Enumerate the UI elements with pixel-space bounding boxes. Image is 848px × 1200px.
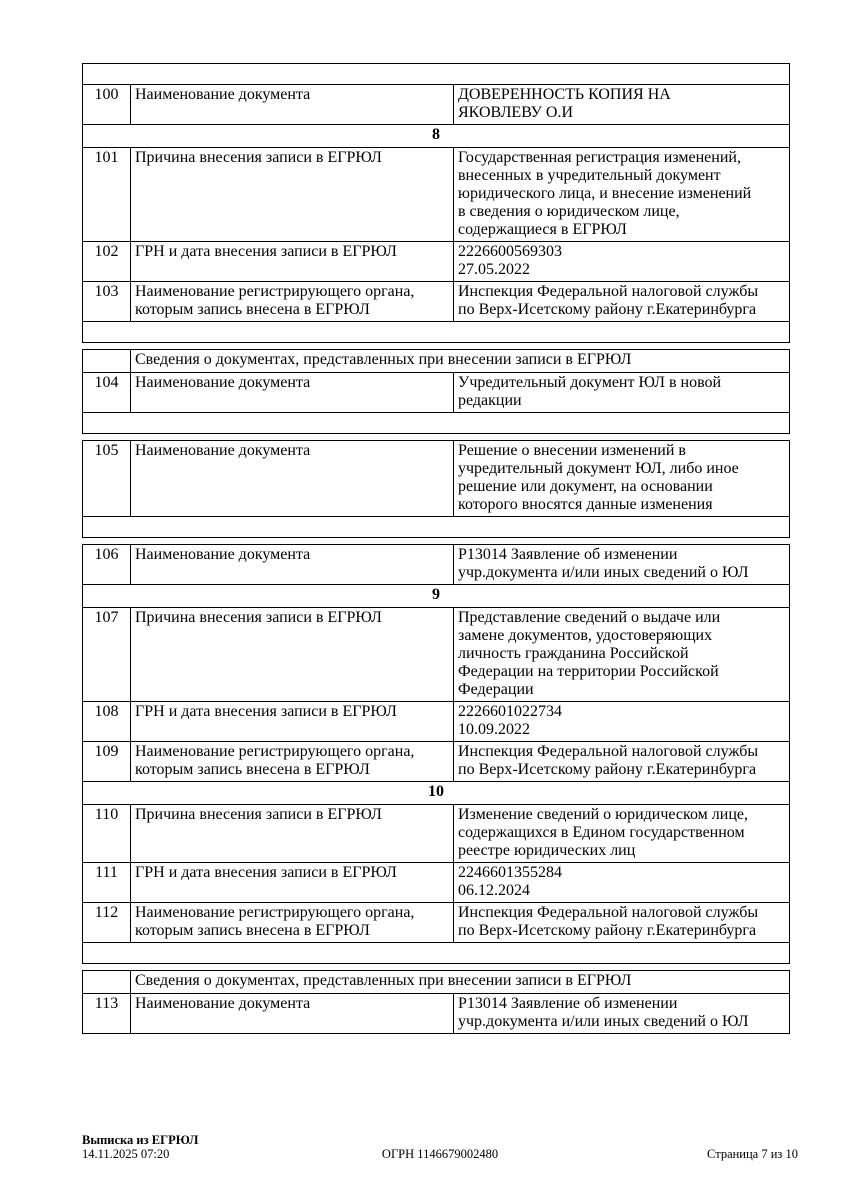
section-row <box>83 125 790 148</box>
record-value <box>454 742 790 782</box>
text-line: ГРН и дата внесения записи в ЕГРЮЛ <box>135 864 397 881</box>
text-line: Представление сведений о выдаче или <box>458 609 721 626</box>
text-line: Решение о внесении изменений в <box>458 442 686 459</box>
record-label <box>131 903 454 943</box>
record-value <box>454 994 790 1034</box>
record-number-empty <box>83 350 131 373</box>
record-label <box>131 242 454 282</box>
spacer-cell <box>83 413 790 434</box>
documents-header: Сведения о документах, представленных при внесении записи в ЕГРЮЛ <box>131 350 790 373</box>
page-footer <box>82 1133 798 1161</box>
text-line: замене документов, удостоверяющих <box>458 627 713 644</box>
text-line: Р13014 Заявление об изменении <box>458 546 678 563</box>
text-line: учр.документа и/или иных сведений о ЮЛ <box>458 564 749 581</box>
text-line: Наименование регистрирующего органа, <box>135 904 415 921</box>
text-line: Наименование документа <box>135 86 311 103</box>
record-number: 113 <box>83 994 131 1034</box>
table-row <box>83 545 790 585</box>
record-label <box>131 863 454 903</box>
record-number: 104 <box>83 373 131 413</box>
record-value <box>454 805 790 863</box>
egrul-table-group <box>82 63 790 343</box>
record-label <box>131 994 454 1034</box>
text-line: внесенных в учредительный документ <box>458 167 721 184</box>
record-number: 112 <box>83 903 131 943</box>
text-line: по Верх-Исетскому району г.Екатеринбурга <box>458 922 757 939</box>
section-number: 10 <box>83 782 790 805</box>
spacer-cell <box>83 943 790 964</box>
record-value <box>454 903 790 943</box>
text-line: Причина внесения записи в ЕГРЮЛ <box>135 609 382 626</box>
text-line: по Верх-Исетскому району г.Екатеринбурга <box>458 301 757 318</box>
footer-ogrn: ОГРН 1146679002480 <box>381 1147 499 1161</box>
text-line: личность гражданина Российской <box>458 645 689 662</box>
text-line: юридического лица, и внесение изменений <box>458 185 752 202</box>
text-line: Р13014 Заявление об изменении <box>458 995 678 1012</box>
table-row <box>83 805 790 863</box>
text-line: ГРН и дата внесения записи в ЕГРЮЛ <box>135 703 397 720</box>
text-line: в сведения о юридическом лице, <box>458 203 680 220</box>
table-row <box>83 282 790 322</box>
text-line: Причина внесения записи в ЕГРЮЛ <box>135 806 382 823</box>
record-label <box>131 282 454 322</box>
text-line: ДОВЕРЕННОСТЬ КОПИЯ НА <box>458 86 671 103</box>
record-value <box>454 608 790 702</box>
text-line: которым запись внесена в ЕГРЮЛ <box>135 301 370 318</box>
text-line: Федерации на территории Российской <box>458 663 719 680</box>
record-label <box>131 148 454 242</box>
text-line: 2226600569303 <box>458 243 562 260</box>
text-line: Наименование документа <box>135 546 311 563</box>
documents-header-row <box>83 350 790 373</box>
table-row <box>83 148 790 242</box>
spacer-row <box>83 64 790 85</box>
record-value <box>454 373 790 413</box>
egrul-table-group <box>82 544 790 964</box>
text-line: 10.09.2022 <box>458 721 530 738</box>
documents-header-row <box>83 971 790 994</box>
documents-header: Сведения о документах, представленных при внесении записи в ЕГРЮЛ <box>131 971 790 994</box>
table-row <box>83 85 790 125</box>
record-label <box>131 545 454 585</box>
text-line: Наименование документа <box>135 995 311 1012</box>
text-line: содержащихся в Едином государственном <box>458 824 745 841</box>
section-number: 8 <box>83 125 790 148</box>
record-value <box>454 242 790 282</box>
egrul-table-group <box>82 970 790 1034</box>
footer-datetime: 14.11.2025 07:20 <box>82 1147 170 1161</box>
record-number: 101 <box>83 148 131 242</box>
text-line: Инспекция Федеральной налоговой службы <box>458 743 759 760</box>
record-label <box>131 805 454 863</box>
record-number: 110 <box>83 805 131 863</box>
text-line: Наименование документа <box>135 442 311 459</box>
record-label <box>131 608 454 702</box>
text-line: ГРН и дата внесения записи в ЕГРЮЛ <box>135 243 397 260</box>
text-line: Наименование документа <box>135 374 311 391</box>
spacer-row <box>83 322 790 343</box>
record-value <box>454 863 790 903</box>
record-number: 100 <box>83 85 131 125</box>
text-line: Государственная регистрация изменений, <box>458 149 741 166</box>
footer-doc-title: Выписка из ЕГРЮЛ <box>82 1133 199 1147</box>
text-line: которым запись внесена в ЕГРЮЛ <box>135 922 370 939</box>
text-line: Инспекция Федеральной налоговой службы <box>458 904 759 921</box>
table-row <box>83 903 790 943</box>
record-label <box>131 702 454 742</box>
text-line: 2226601022734 <box>458 703 562 720</box>
record-value <box>454 545 790 585</box>
record-label <box>131 85 454 125</box>
text-line: содержащиеся в ЕГРЮЛ <box>458 221 627 238</box>
footer-page-number: Страница 7 из 10 <box>707 1147 798 1161</box>
text-line: которого вносятся данные изменения <box>458 496 713 513</box>
text-line: Наименование регистрирующего органа, <box>135 743 415 760</box>
text-line: 2246601355284 <box>458 864 562 881</box>
record-value <box>454 85 790 125</box>
text-line: учр.документа и/или иных сведений о ЮЛ <box>458 1013 749 1030</box>
egrul-records-area <box>82 63 790 1040</box>
text-line: 27.05.2022 <box>458 261 530 278</box>
table-row <box>83 742 790 782</box>
section-row <box>83 782 790 805</box>
text-line: реестре юридических лиц <box>458 842 636 859</box>
text-line: решение или документ, на основании <box>458 478 713 495</box>
egrul-table-group <box>82 440 790 538</box>
spacer-cell <box>83 322 790 343</box>
record-value <box>454 148 790 242</box>
table-row <box>83 863 790 903</box>
record-number: 105 <box>83 441 131 517</box>
record-value <box>454 282 790 322</box>
record-label <box>131 742 454 782</box>
record-value <box>454 702 790 742</box>
spacer-cell <box>83 517 790 538</box>
record-number: 107 <box>83 608 131 702</box>
text-line: редакции <box>458 392 522 409</box>
spacer-row <box>83 413 790 434</box>
spacer-row <box>83 943 790 964</box>
table-row <box>83 608 790 702</box>
table-row <box>83 373 790 413</box>
record-value <box>454 441 790 517</box>
table-row <box>83 994 790 1034</box>
record-number: 106 <box>83 545 131 585</box>
text-line: учредительный документ ЮЛ, либо иное <box>458 460 739 477</box>
spacer-row <box>83 517 790 538</box>
record-number: 103 <box>83 282 131 322</box>
table-row <box>83 242 790 282</box>
record-label <box>131 373 454 413</box>
text-line: Изменение сведений о юридическом лице, <box>458 806 749 823</box>
section-number: 9 <box>83 585 790 608</box>
text-line: Федерации <box>458 681 534 698</box>
table-row <box>83 702 790 742</box>
section-row <box>83 585 790 608</box>
text-line: 06.12.2024 <box>458 882 530 899</box>
text-line: по Верх-Исетскому району г.Екатеринбурга <box>458 761 757 778</box>
spacer-cell <box>83 64 790 85</box>
record-number-empty <box>83 971 131 994</box>
table-row <box>83 441 790 517</box>
text-line: которым запись внесена в ЕГРЮЛ <box>135 761 370 778</box>
record-number: 102 <box>83 242 131 282</box>
record-number: 108 <box>83 702 131 742</box>
record-number: 111 <box>83 863 131 903</box>
record-number: 109 <box>83 742 131 782</box>
text-line: Наименование регистрирующего органа, <box>135 283 415 300</box>
text-line: ЯКОВЛЕВУ О.И <box>458 104 573 121</box>
record-label <box>131 441 454 517</box>
text-line: Учредительный документ ЮЛ в новой <box>458 374 722 391</box>
text-line: Инспекция Федеральной налоговой службы <box>458 283 759 300</box>
text-line: Причина внесения записи в ЕГРЮЛ <box>135 149 382 166</box>
egrul-table-group <box>82 349 790 434</box>
